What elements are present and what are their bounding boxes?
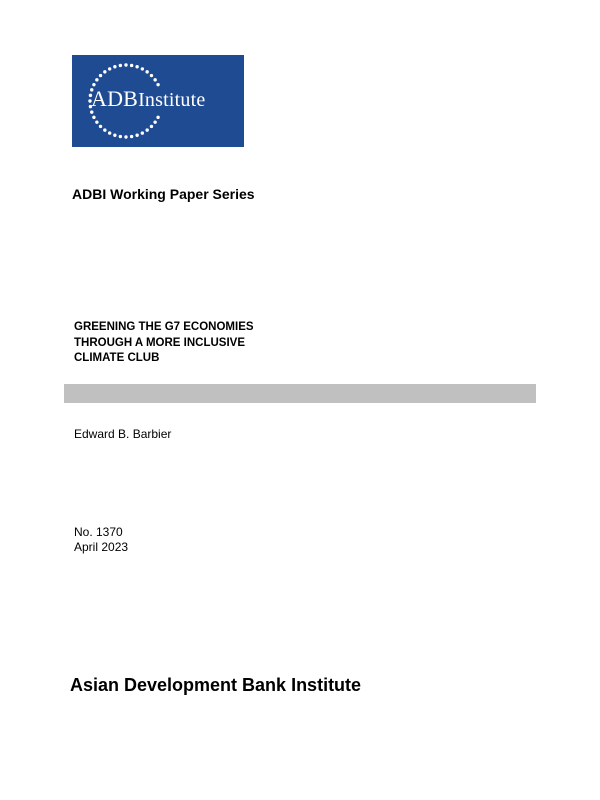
adbi-logo <box>72 55 244 147</box>
paper-number: No. 1370 <box>74 525 123 539</box>
logo-dot <box>113 65 116 68</box>
author-name: Edward B. Barbier <box>74 427 172 441</box>
divider-bar <box>64 384 536 403</box>
logo-dot <box>124 135 127 138</box>
logo-dot <box>153 120 156 123</box>
title-line-1: GREENING THE G7 ECONOMIES <box>74 321 254 333</box>
logo-dot <box>124 63 127 66</box>
logo-dot <box>113 134 116 137</box>
logo-dot <box>99 125 102 128</box>
paper-date: April 2023 <box>74 540 129 554</box>
logo-dot <box>95 120 98 123</box>
logo-dot <box>145 70 148 73</box>
logo-dot <box>95 78 98 81</box>
logo-dot <box>92 116 95 119</box>
logo-dot <box>153 78 156 81</box>
paper-title <box>74 320 254 367</box>
logo-dot <box>156 83 159 86</box>
logo-dot <box>141 131 144 134</box>
logo-text-light: Institute <box>138 89 206 111</box>
logo-dot <box>130 64 133 67</box>
logo-dot <box>141 67 144 70</box>
logo-dot <box>119 64 122 67</box>
logo-dot <box>135 134 138 137</box>
title-line-3: CLIMATE CLUB <box>74 352 160 364</box>
paper-meta <box>74 525 128 555</box>
logo-dot <box>130 135 133 138</box>
logo-text <box>91 88 205 110</box>
publisher-name: Asian Development Bank Institute <box>70 675 362 695</box>
logo-dot <box>150 74 153 77</box>
logo-dot <box>119 135 122 138</box>
logo-dot <box>103 128 106 131</box>
logo-dot <box>150 125 153 128</box>
logo-dot <box>156 116 159 119</box>
series-label: ADBI Working Paper Series <box>72 186 255 202</box>
logo-dot <box>145 128 148 131</box>
logo-text-strong: ADB <box>91 86 139 111</box>
logo-dot <box>108 67 111 70</box>
logo-dot <box>99 74 102 77</box>
logo-dot <box>135 65 138 68</box>
logo-dot <box>103 70 106 73</box>
title-line-2: THROUGH A MORE INCLUSIVE <box>74 336 246 349</box>
logo-dot <box>108 131 111 134</box>
